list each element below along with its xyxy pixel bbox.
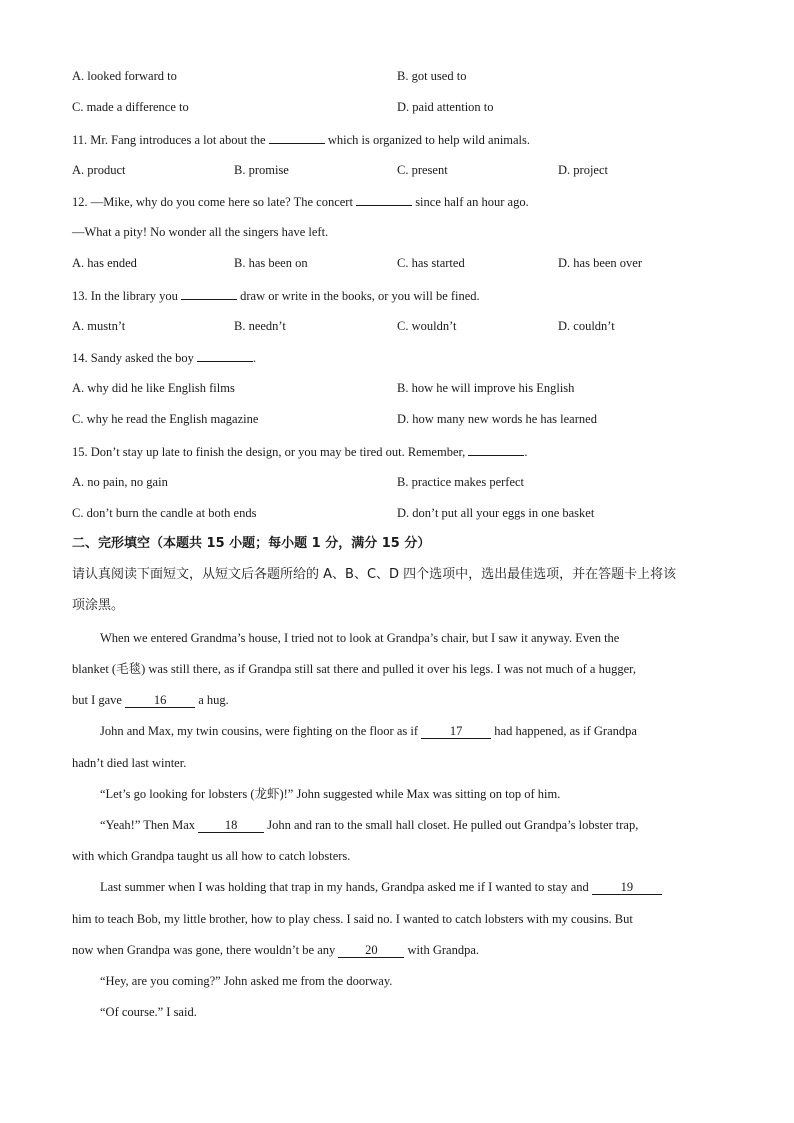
answer-blank: [197, 349, 253, 362]
q14-option-d: D. how many new words he has learned: [397, 412, 597, 426]
q10-option-d: D. paid attention to: [397, 100, 494, 114]
passage-line: When we entered Grandma’s house, I tried not to look at Grandpa’s chair, but I saw it anyway. Even the: [100, 631, 620, 645]
section-instructions: 请认真阅读下面短文，从短文后各题所给的 A、B、C、D 四个选项中，选出最佳选项，并在答题卡上将该: [72, 567, 677, 582]
q11-option-c: C. present: [397, 163, 448, 177]
q11-option-b: B. promise: [234, 163, 289, 177]
blank-19: 19: [592, 880, 662, 895]
passage-line: “Of course.” I said.: [100, 1005, 197, 1019]
q12-option-d: D. has been over: [558, 256, 642, 270]
passage-line: hadn’t died last winter.: [72, 756, 187, 770]
q14-option-c: C. why he read the English magazine: [72, 412, 259, 426]
q12-option-b: B. has been on: [234, 256, 308, 270]
q10-option-b: B. got used to: [397, 69, 467, 83]
q12-stem: 12. —Mike, why do you come here so late? The concert since half an hour ago.: [72, 195, 529, 209]
answer-blank: [356, 193, 412, 206]
q14-option-b: B. how he will improve his English: [397, 381, 575, 395]
q11-option-d: D. project: [558, 163, 608, 177]
q10-option-c: C. made a difference to: [72, 100, 189, 114]
passage-line: now when Grandpa was gone, there wouldn’t be any 20 with Grandpa.: [72, 943, 480, 957]
answer-blank: [269, 131, 325, 144]
passage-line: “Hey, are you coming?” John asked me from the doorway.: [100, 974, 393, 988]
passage-line: him to teach Bob, my little brother, how to play chess. I said no. I wanted to catch lobsters with my cousins. But: [72, 912, 633, 926]
q13-option-b: B. needn’t: [234, 319, 286, 333]
blank-20: 20: [338, 943, 404, 958]
passage-line: but I gave 16 a hug.: [72, 693, 229, 707]
passage-line: John and Max, my twin cousins, were fighting on the floor as if 17 had happened, as if Grandpa: [100, 724, 637, 738]
blank-18: 18: [198, 818, 264, 833]
q13-option-d: D. couldn’t: [558, 319, 615, 333]
blank-16: 16: [125, 693, 195, 708]
passage-line: with which Grandpa taught us all how to catch lobsters.: [72, 849, 351, 863]
passage-line: “Yeah!” Then Max 18 John and ran to the small hall closet. He pulled out Grandpa’s lobster trap,: [100, 818, 639, 832]
q13-option-a: A. mustn’t: [72, 319, 126, 333]
q15-stem: 15. Don’t stay up late to finish the design, or you may be tired out. Remember, .: [72, 445, 528, 459]
q13-option-c: C. wouldn’t: [397, 319, 457, 333]
q15-option-a: A. no pain, no gain: [72, 475, 168, 489]
passage-line: Last summer when I was holding that trap in my hands, Grandpa asked me if I wanted to stay and 19: [100, 879, 662, 895]
q12-reply: —What a pity! No wonder all the singers have left.: [72, 225, 329, 239]
section-instructions-cont: 项涂黑。: [72, 598, 125, 613]
q15-option-c: C. don’t burn the candle at both ends: [72, 506, 257, 520]
q15-option-d: D. don’t put all your eggs in one basket: [397, 506, 595, 520]
q14-option-a: A. why did he like English films: [72, 381, 235, 395]
blank-17: 17: [421, 724, 491, 739]
answer-blank: [468, 443, 524, 456]
q11-stem: 11. Mr. Fang introduces a lot about the which is organized to help wild animals.: [72, 133, 531, 147]
answer-blank: [181, 287, 237, 300]
passage-line: “Let’s go looking for lobsters (龙虾)!” John suggested while Max was sitting on top of him.: [100, 787, 561, 801]
passage-line: blanket (毛毯) was still there, as if Grandpa still sat there and pulled it over his legs. I was not much of a hugger,: [72, 662, 636, 676]
section-title: 二、完形填空（本题共 15 小题；每小题 1 分，满分 15 分）: [72, 536, 431, 551]
q11-option-a: A. product: [72, 163, 126, 177]
q15-option-b: B. practice makes perfect: [397, 475, 525, 489]
q10-option-a: A. looked forward to: [72, 69, 177, 83]
q12-option-c: C. has started: [397, 256, 465, 270]
q12-option-a: A. has ended: [72, 256, 137, 270]
q13-stem: 13. In the library you draw or write in the books, or you will be fined.: [72, 289, 480, 303]
q14-stem: 14. Sandy asked the boy .: [72, 351, 257, 365]
